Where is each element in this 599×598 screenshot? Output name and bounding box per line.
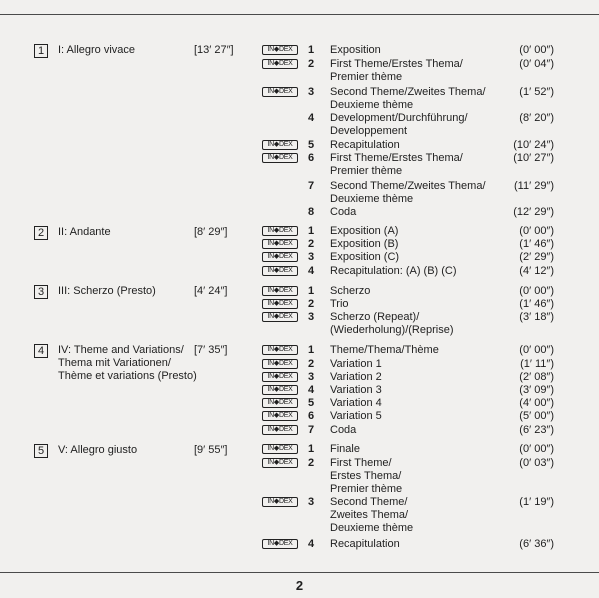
track-time: (0′ 00″)	[519, 344, 554, 356]
index-mark-icon: IN◆DEX	[262, 497, 298, 507]
movement-title: V: Allegro giusto	[58, 444, 138, 456]
index-mark-icon: IN◆DEX	[262, 345, 298, 355]
index-mark-icon: IN◆DEX	[262, 239, 298, 249]
track-number: 3	[308, 251, 315, 263]
track-time: (3′ 18″)	[519, 311, 554, 323]
top-rule	[0, 14, 599, 15]
track-number: 1	[308, 443, 315, 455]
index-mark-icon: IN◆DEX	[262, 299, 298, 309]
index-mark-icon: IN◆DEX	[262, 398, 298, 408]
index-mark-icon: IN◆DEX	[262, 385, 298, 395]
index-mark-icon: IN◆DEX	[262, 153, 298, 163]
track-time: (10′ 27″)	[513, 152, 554, 164]
track-number: 4	[308, 112, 315, 124]
index-mark-icon: IN◆DEX	[262, 411, 298, 421]
track-number: 3	[308, 496, 315, 508]
track-time: (4′ 12″)	[519, 265, 554, 277]
track-number: 4	[308, 384, 315, 396]
track-number: 2	[308, 358, 315, 370]
index-mark-icon: IN◆DEX	[262, 266, 298, 276]
track-time: (1′ 19″)	[519, 496, 554, 508]
track-title: Recapitulation	[330, 139, 400, 151]
track-time: (0′ 00″)	[519, 44, 554, 56]
movement-number-box: 2	[34, 226, 48, 240]
track-number: 2	[308, 298, 315, 310]
track-title: First Theme/Erstes Thema/ Premier thème	[330, 152, 463, 177]
index-mark-icon: IN◆DEX	[262, 312, 298, 322]
movement-title: III: Scherzo (Presto)	[58, 285, 156, 297]
index-mark-icon: IN◆DEX	[262, 539, 298, 549]
track-number: 1	[308, 344, 315, 356]
track-number: 4	[308, 265, 315, 277]
movement-title: II: Andante	[58, 226, 111, 238]
index-mark-icon: IN◆DEX	[262, 372, 298, 382]
movement-duration: [7′ 35″]	[194, 344, 228, 356]
index-mark-icon: IN◆DEX	[262, 425, 298, 435]
track-time: (1′ 46″)	[519, 298, 554, 310]
track-title: Coda	[330, 424, 357, 436]
page-number: 2	[295, 578, 304, 593]
track-title: First Theme/ Erstes Thema/ Premier thème	[330, 457, 403, 495]
track-number: 5	[308, 397, 315, 409]
movement-duration: [8′ 29″]	[194, 226, 228, 238]
track-title: Theme/Thema/Thème	[330, 344, 439, 356]
track-number: 3	[308, 371, 315, 383]
track-title: Second Theme/Zweites Thema/ Deuxieme thème	[330, 86, 486, 111]
track-time: (8′ 20″)	[519, 112, 554, 124]
track-title: Scherzo (Repeat)/ (Wiederholung)/(Reprise)	[330, 311, 454, 336]
track-title: Scherzo	[330, 285, 371, 297]
track-number: 2	[308, 457, 315, 469]
index-mark-icon: IN◆DEX	[262, 45, 298, 55]
track-time: (3′ 09″)	[519, 384, 554, 396]
track-title: Variation 1	[330, 358, 382, 370]
track-time: (2′ 29″)	[519, 251, 554, 263]
index-mark-icon: IN◆DEX	[262, 87, 298, 97]
track-number: 7	[308, 180, 315, 192]
movement-number-box: 1	[34, 44, 48, 58]
track-title: Exposition	[330, 44, 381, 56]
track-number: 6	[308, 410, 315, 422]
track-time: (12′ 29″)	[513, 206, 554, 218]
bottom-rule	[0, 572, 599, 573]
movement-duration: [4′ 24″]	[194, 285, 228, 297]
track-number: 3	[308, 311, 315, 323]
index-mark-icon: IN◆DEX	[262, 359, 298, 369]
track-time: (1′ 52″)	[519, 86, 554, 98]
track-number: 2	[308, 238, 315, 250]
track-title: Second Theme/ Zweites Thema/ Deuxieme thème	[330, 496, 414, 534]
track-title: Exposition (A)	[330, 225, 399, 237]
track-number: 1	[308, 225, 315, 237]
track-title: Variation 4	[330, 397, 382, 409]
track-title: Recapitulation	[330, 538, 400, 550]
track-title: Variation 3	[330, 384, 382, 396]
track-number: 1	[308, 44, 315, 56]
track-number: 4	[308, 538, 315, 550]
track-time: (6′ 36″)	[519, 538, 554, 550]
track-number: 6	[308, 152, 315, 164]
track-number: 7	[308, 424, 315, 436]
index-mark-icon: IN◆DEX	[262, 458, 298, 468]
track-time: (0′ 04″)	[519, 58, 554, 70]
track-title: Recapitulation: (A) (B) (C)	[330, 265, 457, 277]
track-number: 2	[308, 58, 315, 70]
track-time: (0′ 03″)	[519, 457, 554, 469]
track-title: Variation 5	[330, 410, 382, 422]
index-mark-icon: IN◆DEX	[262, 140, 298, 150]
track-title: Trio	[330, 298, 349, 310]
track-number: 1	[308, 285, 315, 297]
track-time: (2′ 08″)	[519, 371, 554, 383]
track-title: Exposition (C)	[330, 251, 400, 263]
track-title: Finale	[330, 443, 360, 455]
track-time: (10′ 24″)	[513, 139, 554, 151]
track-time: (1′ 11″)	[520, 358, 554, 370]
movement-duration: [9′ 55″]	[194, 444, 228, 456]
track-title: Development/Durchführung/ Developpement	[330, 112, 468, 137]
movement-number-box: 5	[34, 444, 48, 458]
track-title: Exposition (B)	[330, 238, 399, 250]
track-title: Coda	[330, 206, 357, 218]
movement-title: I: Allegro vivace	[58, 44, 136, 56]
track-number: 8	[308, 206, 315, 218]
track-time: (0′ 00″)	[519, 285, 554, 297]
track-number: 5	[308, 139, 315, 151]
movement-title: IV: Theme and Variations/ Thema mit Variationen/ Thème et variations (Presto)	[58, 344, 197, 382]
movement-number-box: 3	[34, 285, 48, 299]
index-mark-icon: IN◆DEX	[262, 252, 298, 262]
track-time: (4′ 00″)	[519, 397, 554, 409]
track-number: 3	[308, 86, 315, 98]
track-time: (11′ 29″)	[514, 180, 554, 192]
index-mark-icon: IN◆DEX	[262, 59, 298, 69]
index-mark-icon: IN◆DEX	[262, 226, 298, 236]
index-mark-icon: IN◆DEX	[262, 444, 298, 454]
track-title: Variation 2	[330, 371, 382, 383]
track-time: (5′ 00″)	[519, 410, 554, 422]
track-time: (1′ 46″)	[519, 238, 554, 250]
movement-duration: [13′ 27″]	[194, 44, 234, 56]
track-time: (0′ 00″)	[519, 443, 554, 455]
track-time: (0′ 00″)	[519, 225, 554, 237]
track-time: (6′ 23″)	[519, 424, 554, 436]
track-title: Second Theme/Zweites Thema/ Deuxieme thème	[330, 180, 486, 205]
movement-number-box: 4	[34, 344, 48, 358]
track-title: First Theme/Erstes Thema/ Premier thème	[330, 58, 463, 83]
index-mark-icon: IN◆DEX	[262, 286, 298, 296]
